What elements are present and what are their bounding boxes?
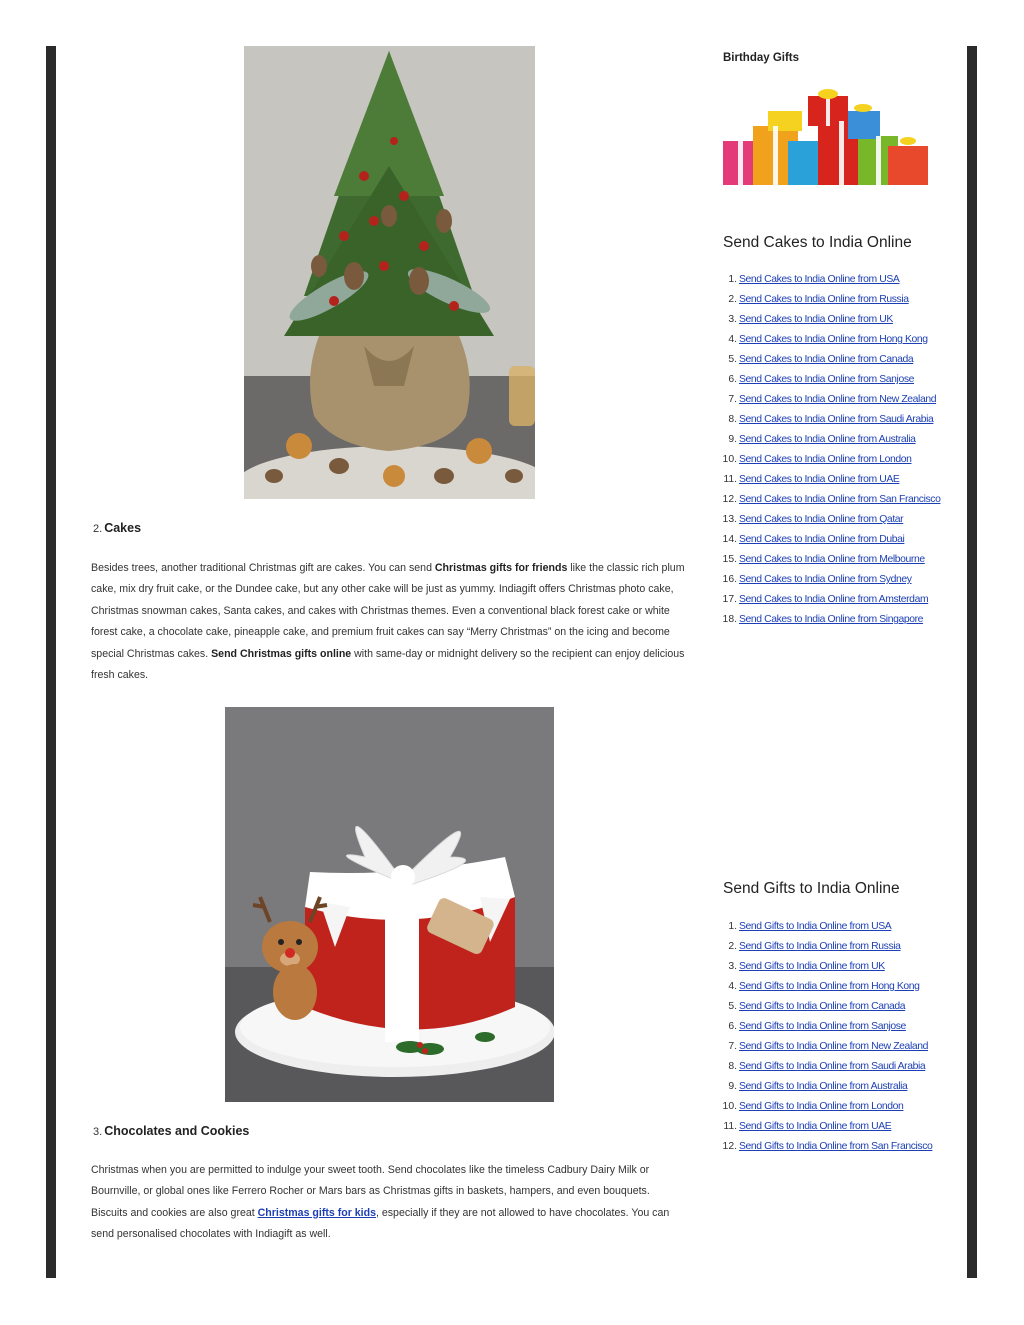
- right-border-bar: [967, 46, 977, 1278]
- list-item: [713, 1017, 943, 1037]
- list-item: [713, 957, 943, 977]
- birthday-gifts-label: Birthday Gifts: [723, 52, 800, 64]
- list-number: 4.: [728, 334, 737, 345]
- list-item: [713, 1057, 943, 1077]
- section-heading-cakes: [93, 521, 141, 535]
- send-cakes-link[interactable]: Send Cakes to India Online from Amsterdam: [739, 594, 929, 605]
- list-item: [713, 290, 943, 310]
- cakes-paragraph: [91, 558, 687, 686]
- list-number: 1.: [728, 921, 737, 932]
- send-cakes-link[interactable]: Send Cakes to India Online from Melbourne: [739, 554, 925, 565]
- section-title: Cakes: [104, 521, 142, 535]
- list-number: 9.: [728, 1081, 737, 1092]
- send-gifts-link-list: [713, 917, 943, 1157]
- list-number: 12.: [722, 1141, 737, 1152]
- send-cakes-link[interactable]: Send Cakes to India Online from New Zealand: [739, 394, 937, 405]
- list-item: [713, 270, 943, 290]
- list-item: [713, 1137, 943, 1157]
- list-number: 5.: [728, 1001, 737, 1012]
- list-number: 15.: [722, 554, 737, 565]
- send-cakes-link-list: [713, 270, 943, 630]
- send-gifts-link[interactable]: Send Gifts to India Online from UK: [739, 961, 885, 972]
- list-number: 9.: [728, 434, 737, 445]
- send-cakes-link[interactable]: Send Cakes to India Online from Dubai: [739, 534, 905, 545]
- list-number: 11.: [723, 474, 737, 485]
- bold-phrase: Send Christmas gifts online: [211, 647, 352, 660]
- send-gifts-link[interactable]: Send Gifts to India Online from UAE: [739, 1121, 892, 1132]
- send-cakes-link[interactable]: Send Cakes to India Online from San Francisco: [739, 494, 941, 505]
- list-number: 4.: [728, 981, 737, 992]
- send-gifts-link[interactable]: Send Gifts to India Online from London: [739, 1101, 904, 1112]
- send-cakes-link[interactable]: Send Cakes to India Online from Sydney: [739, 574, 912, 585]
- list-item: [713, 1077, 943, 1097]
- send-gifts-link[interactable]: Send Gifts to India Online from Canada: [739, 1001, 906, 1012]
- list-number: 1.: [728, 274, 737, 285]
- list-number: 3.: [728, 961, 737, 972]
- list-item: [713, 310, 943, 330]
- list-number: 13.: [722, 514, 737, 525]
- list-number: 17.: [722, 594, 737, 605]
- send-gifts-link[interactable]: Send Gifts to India Online from USA: [739, 921, 892, 932]
- send-cakes-link[interactable]: Send Cakes to India Online from Hong Kong: [739, 334, 928, 345]
- list-item: [713, 470, 943, 490]
- list-number: 10.: [722, 454, 737, 465]
- list-item: [713, 590, 943, 610]
- send-cakes-link[interactable]: Send Cakes to India Online from UK: [739, 314, 893, 325]
- paragraph-text: with same-day or midnight delivery so the recipient can enjoy delicious fresh cakes.: [91, 647, 685, 682]
- list-number: 11.: [723, 1121, 737, 1132]
- list-item: [713, 450, 943, 470]
- list-number: 10.: [722, 1101, 737, 1112]
- send-cakes-link[interactable]: Send Cakes to India Online from UAE: [739, 474, 900, 485]
- send-cakes-link[interactable]: Send Cakes to India Online from Saudi Arabia: [739, 414, 934, 425]
- send-cakes-link[interactable]: Send Cakes to India Online from Russia: [739, 294, 909, 305]
- list-number: 5.: [728, 354, 737, 365]
- christmas-tree-image: [244, 46, 535, 499]
- list-item: [713, 997, 943, 1017]
- list-item: [713, 410, 943, 430]
- send-gifts-link[interactable]: Send Gifts to India Online from Hong Kong: [739, 981, 920, 992]
- list-number: 7.: [728, 1041, 737, 1052]
- paragraph-text: Christmas when you are permitted to indulge your sweet tooth. Send chocolates like the timeless Cadbury Dairy Milk or Bournville, or global ones like Ferrero Rocher or Mars bars as Christmas gifts in baskets, hampers, and even bouquets. Biscuits and cookies are also great: [91, 1164, 650, 1219]
- list-item: [713, 430, 943, 450]
- list-item: [713, 937, 943, 957]
- send-cakes-heading: Send Cakes to India Online: [723, 234, 912, 251]
- birthday-gifts-image[interactable]: [723, 86, 928, 185]
- section-number: 2.: [93, 523, 103, 535]
- list-item: [713, 370, 943, 390]
- list-number: 7.: [728, 394, 737, 405]
- list-number: 2.: [728, 941, 737, 952]
- paragraph-text: like the classic rich plum cake, mix dry fruit cake, or the Dundee cake, but any other cake will be just as yummy. Indiagift offers Christmas photo cake, Christmas snowman cakes, Santa cakes, and cakes with Christmas themes. Even a conventional black forest cake or white forest cake, a chocolate cake, pineapple cake, and premium fruit cakes can say “Merry Christmas” on the icing and become special Christmas cakes.: [91, 562, 685, 660]
- list-number: 14.: [722, 534, 737, 545]
- list-item: [713, 1097, 943, 1117]
- list-item: [713, 510, 943, 530]
- list-item: [713, 550, 943, 570]
- list-number: 12.: [722, 494, 737, 505]
- list-item: [713, 330, 943, 350]
- send-gifts-link[interactable]: Send Gifts to India Online from Sanjose: [739, 1021, 906, 1032]
- list-item: [713, 570, 943, 590]
- list-item: [713, 977, 943, 997]
- chocolates-paragraph: [91, 1160, 687, 1246]
- list-item: [713, 350, 943, 370]
- paragraph-text: Besides trees, another traditional Christmas gift are cakes. You can send: [91, 562, 435, 574]
- send-cakes-link[interactable]: Send Cakes to India Online from Sanjose: [739, 374, 915, 385]
- send-gifts-link[interactable]: Send Gifts to India Online from Saudi Arabia: [739, 1061, 926, 1072]
- send-cakes-link[interactable]: Send Cakes to India Online from Singapore: [739, 614, 924, 625]
- paragraph-text: , especially if they are not allowed to have chocolates. You can send personalised chocolates with Indiagift as well.: [91, 1206, 670, 1241]
- list-item: [713, 390, 943, 410]
- list-item: [713, 530, 943, 550]
- send-cakes-link[interactable]: Send Cakes to India Online from London: [739, 454, 912, 465]
- list-number: 6.: [728, 1021, 737, 1032]
- list-item: [713, 1117, 943, 1137]
- list-number: 16.: [722, 574, 737, 585]
- left-border-bar: [46, 46, 56, 1278]
- send-gifts-link[interactable]: Send Gifts to India Online from New Zealand: [739, 1041, 928, 1052]
- list-number: 8.: [728, 1061, 737, 1072]
- list-number: 6.: [728, 374, 737, 385]
- send-gifts-link[interactable]: Send Gifts to India Online from Russia: [739, 941, 901, 952]
- list-item: [713, 917, 943, 937]
- bold-phrase: Christmas gifts for friends: [434, 562, 568, 574]
- list-number: 2.: [728, 294, 737, 305]
- send-gifts-link[interactable]: Send Gifts to India Online from San Francisco: [739, 1141, 933, 1152]
- section-number: 3.: [93, 1126, 103, 1138]
- section-heading-chocolates: [93, 1124, 249, 1138]
- send-cakes-link[interactable]: Send Cakes to India Online from USA: [739, 274, 900, 285]
- list-number: 3.: [728, 314, 737, 325]
- send-cakes-link[interactable]: Send Cakes to India Online from Canada: [739, 354, 914, 365]
- send-cakes-link[interactable]: Send Cakes to India Online from Australia: [739, 434, 916, 445]
- christmas-gifts-for-kids-link[interactable]: Christmas gifts for kids: [257, 1206, 376, 1219]
- list-number: 18.: [722, 614, 737, 625]
- list-number: 8.: [728, 414, 737, 425]
- gift-box-cake-image: [225, 707, 554, 1102]
- list-item: [713, 610, 943, 630]
- send-gifts-link[interactable]: Send Gifts to India Online from Australia: [739, 1081, 908, 1092]
- send-gifts-heading: Send Gifts to India Online: [723, 880, 900, 897]
- section-title: Chocolates and Cookies: [104, 1124, 250, 1138]
- list-item: [713, 1037, 943, 1057]
- list-item: [713, 490, 943, 510]
- send-cakes-link[interactable]: Send Cakes to India Online from Qatar: [739, 514, 904, 525]
